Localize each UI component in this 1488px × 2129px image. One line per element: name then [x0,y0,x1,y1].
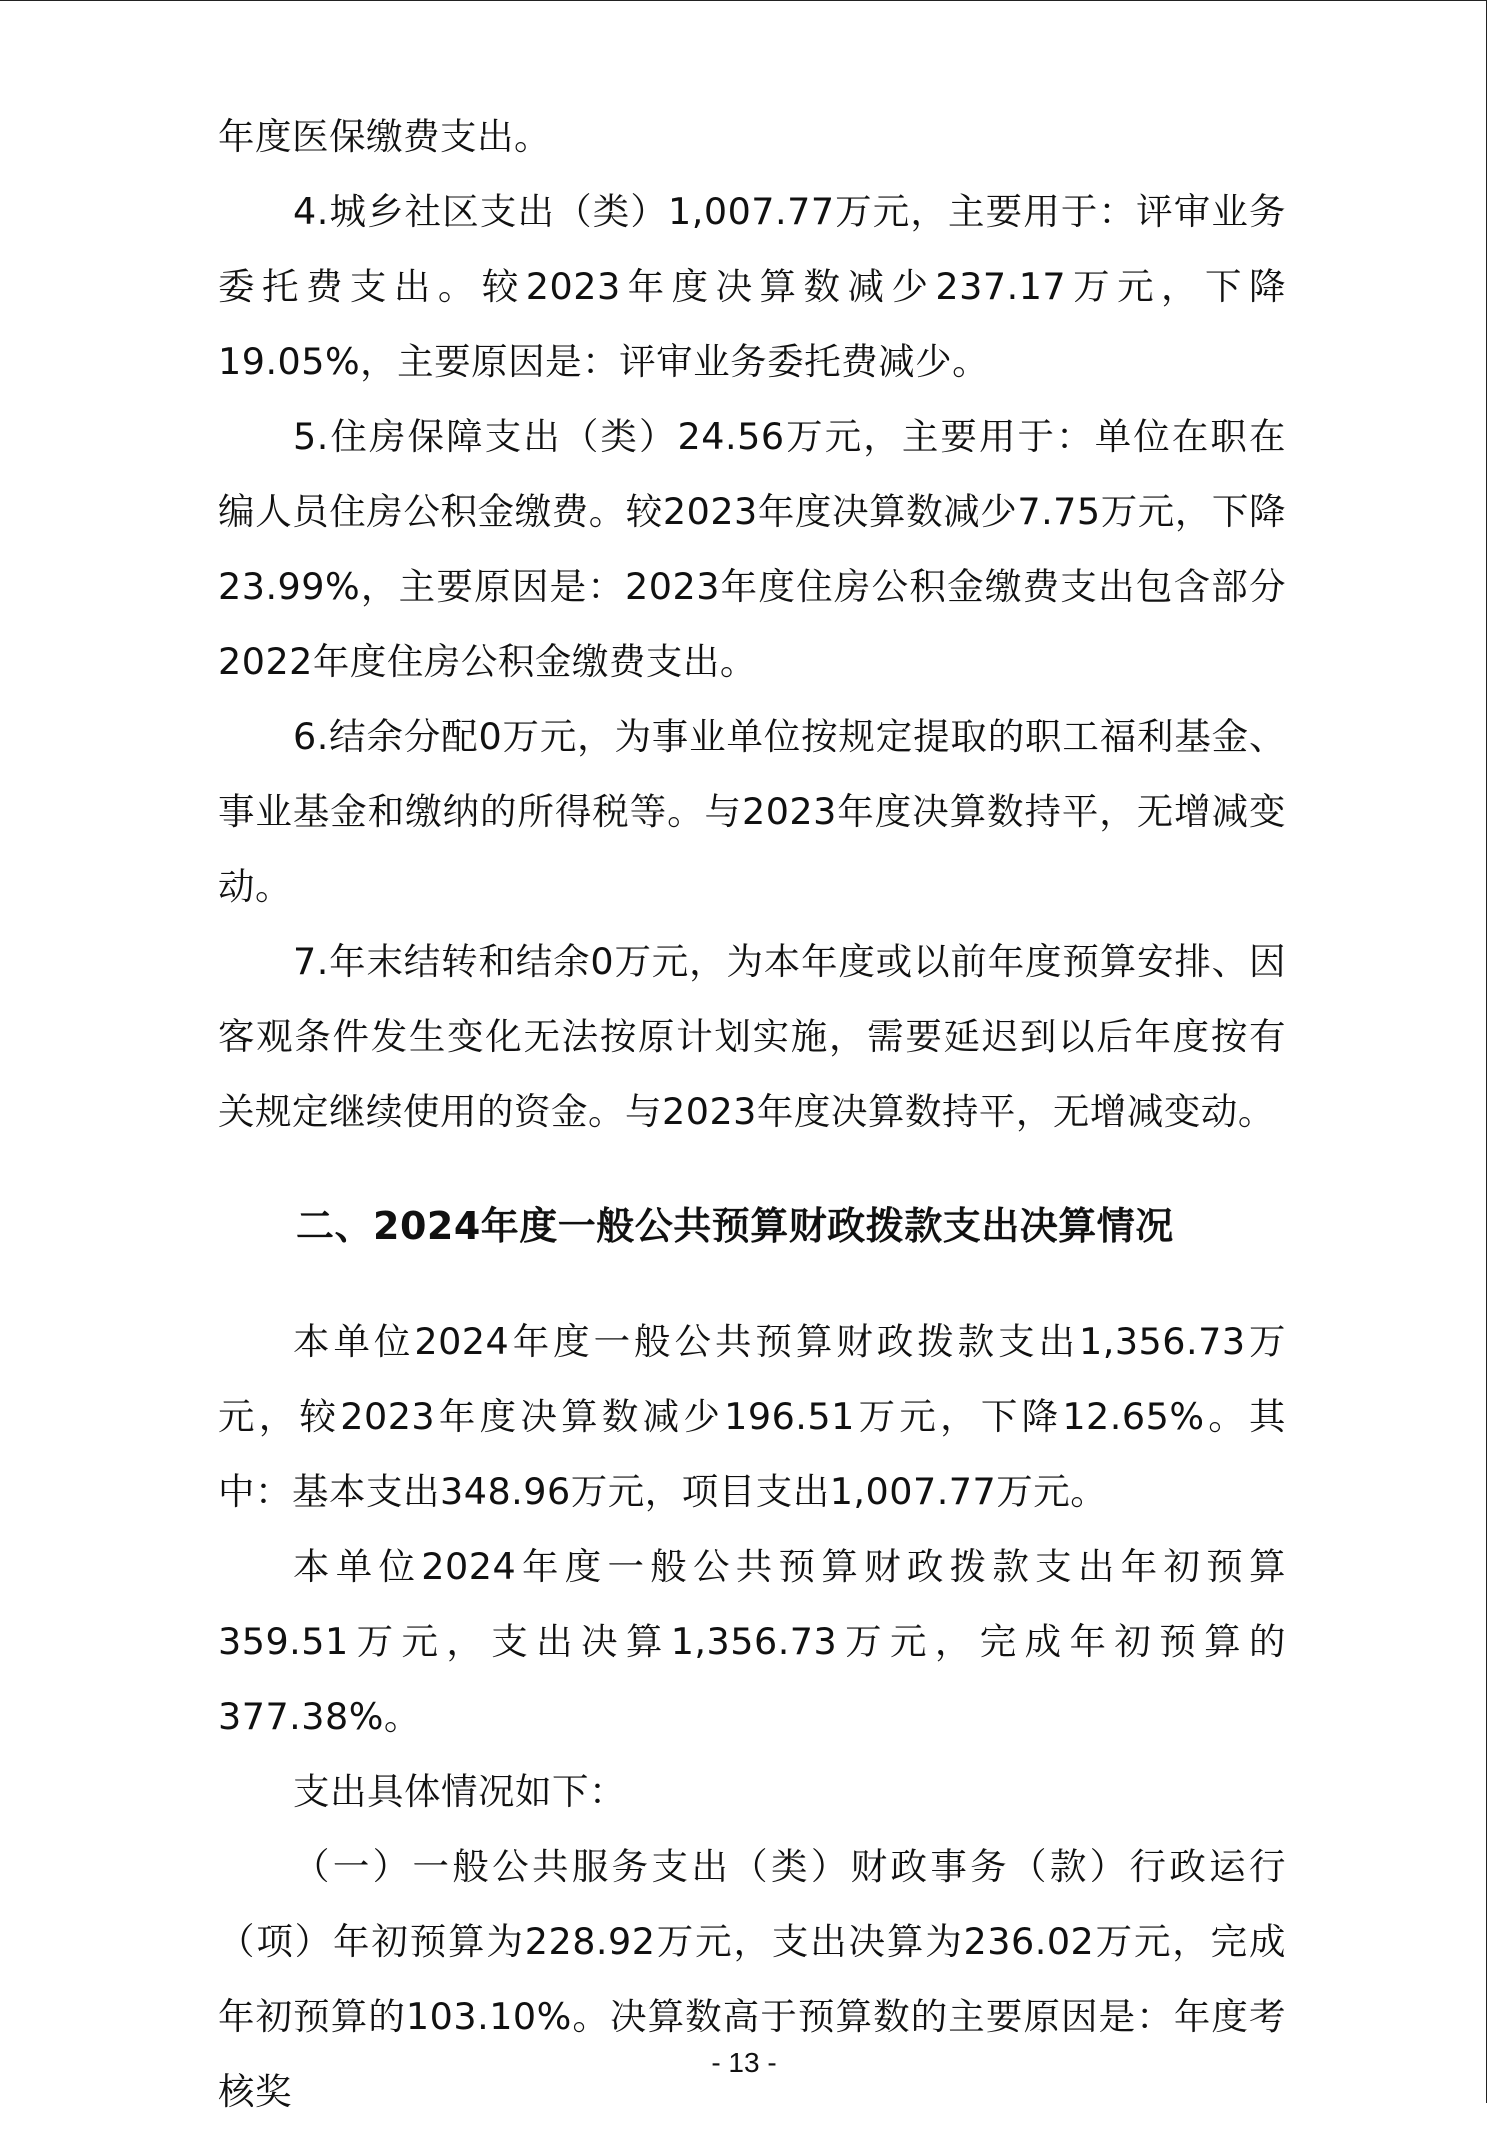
document-body [218,99,1286,2129]
section-heading: 二、2024年度一般公共预算财政拨款支出决算情况 [296,1204,1174,1248]
paragraph-total-expenditure: 本单位2024年度一般公共预算财政拨款支出1,356.73万元，较2023年度决算数减少196.51万元，下降12.65%。其中：基本支出348.96万元，项目支出1,007.77万元。 [218,1320,1286,1513]
paragraph-budget-completion: 本单位2024年度一般公共预算财政拨款支出年初预算359.51万元，支出决算1,356.73万元，完成年初预算的377.38%。 [218,1545,1286,1738]
paragraph-year-end-balance: 7.年末结转和结余0万元，为本年度或以前年度预算安排、因客观条件发生变化无法按原计划实施，需要延迟到以后年度按有关规定继续使用的资金。与2023年度决算数持平，无增减变动。 [218,940,1286,1133]
page-number: - 13 - [711,2047,777,2078]
paragraph-general-public-services: （一）一般公共服务支出（类）财政事务（款）行政运行（项）年初预算为228.92万元，支出决算为236.02万元，完成年初预算的103.10%。决算数高于预算数的主要原因是：年度考核奖 [218,1845,1286,2113]
paragraph-surplus-distribution: 6.结余分配0万元，为事业单位按规定提取的职工福利基金、事业基金和缴纳的所得税等。与2023年度决算数持平，无增减变动。 [218,715,1286,908]
paragraph-continuation: 年度医保缴费支出。 [218,115,551,158]
paragraph-housing-security: 5.住房保障支出（类）24.56万元，主要用于：单位在职在编人员住房公积金缴费。较2023年度决算数减少7.75万元，下降23.99%，主要原因是：2023年度住房公积金缴费支出包含部分2022年度住房公积金缴费支出。 [218,415,1286,683]
paragraph-urban-rural-community: 4.城乡社区支出（类）1,007.77万元，主要用于：评审业务委托费支出。较2023年度决算数减少237.17万元，下降19.05%，主要原因是：评审业务委托费减少。 [218,190,1286,383]
paragraph-details-intro: 支出具体情况如下： [293,1770,626,1813]
